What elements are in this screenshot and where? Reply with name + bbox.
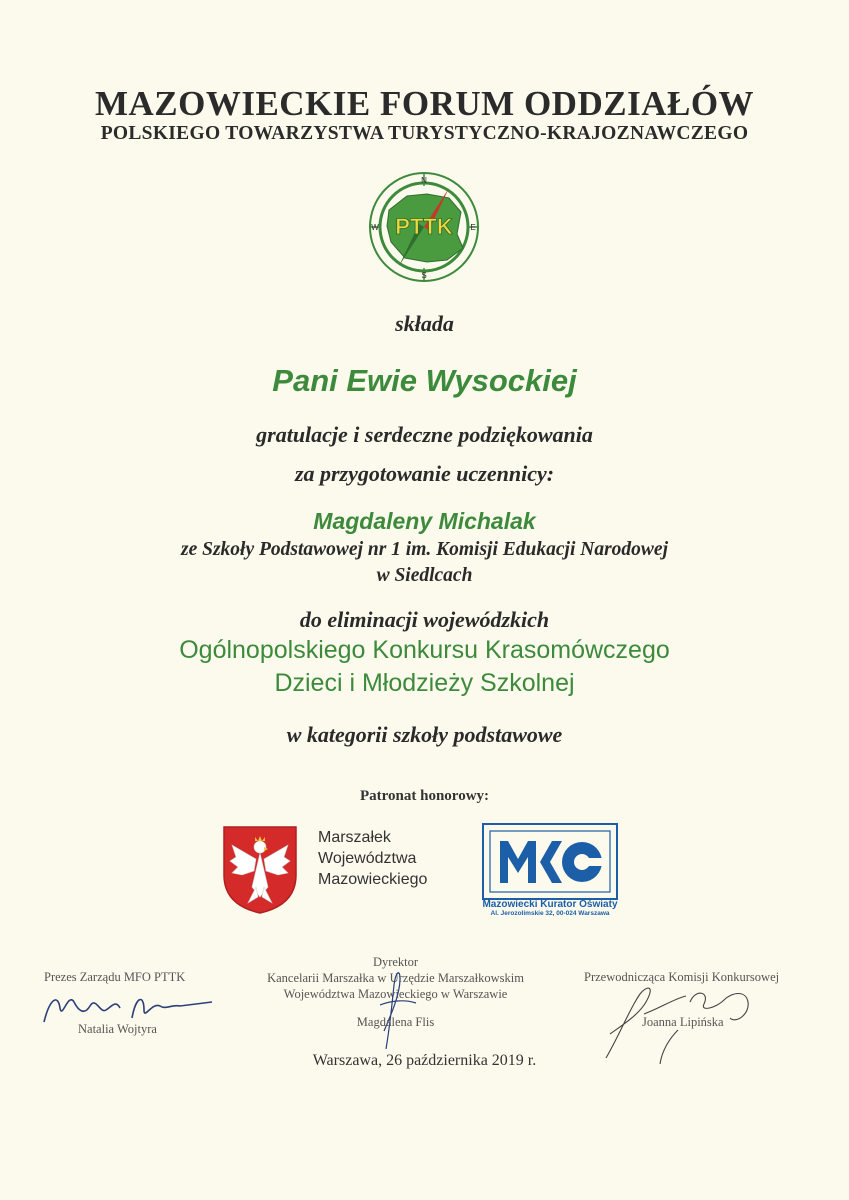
- svg-text:W: W: [371, 223, 379, 232]
- marshal-line-1: Marszałek: [318, 829, 391, 846]
- category-text: w kategorii szkoły podstawowe: [286, 722, 563, 747]
- middle-signatory-title: Dyrektor: [372, 955, 419, 969]
- marshal-title: [318, 827, 427, 890]
- thanks-line-2: za przygotowanie uczennicy:: [294, 461, 555, 486]
- contest-line-1: Ogólnopolskiego Konkursu Krasomówczego: [179, 636, 670, 664]
- middle-signatory-office-1: Kancelarii Marszałka w Urzędzie Marszałkowskim: [267, 971, 524, 985]
- contest-line-2: Dzieci i Młodzieży Szkolnej: [274, 669, 575, 697]
- school-line-2: w Siedlcach: [376, 565, 473, 586]
- marshal-line-2: Województwa: [318, 850, 417, 867]
- patronage-label: Patronat honorowy:: [359, 788, 490, 804]
- sklada-text: składa: [395, 311, 454, 336]
- thanks-line-1: gratulacje i serdeczne podziękowania: [256, 422, 593, 447]
- middle-signatory-name: Magdalena Flis: [356, 1015, 435, 1029]
- svg-text:E: E: [470, 223, 476, 232]
- student-name: Magdaleny Michalak: [313, 508, 536, 534]
- left-signatory-role: Prezes Zarządu MFO PTTK: [44, 970, 186, 984]
- right-signatory-role: Przewodnicząca Komisji Konkursowej: [584, 970, 780, 984]
- kurator-address: Al. Jerozolimskie 32, 00-024 Warszawa: [490, 910, 610, 917]
- kurator-name: Mazowiecki Kurator Oświaty: [482, 899, 618, 910]
- kurator-caption: [482, 899, 618, 917]
- mko-logo: [482, 823, 618, 900]
- right-signatory-name: Joanna Lipińska: [642, 1015, 724, 1029]
- middle-signature-scribble: [360, 965, 440, 1055]
- organization-title: MAZOWIECKIE FORUM ODDZIAŁÓW: [94, 84, 755, 123]
- organization-subtitle: POLSKIEGO TOWARZYSTWA TURYSTYCZNO-KRAJOZNAWCZEGO: [100, 123, 749, 144]
- svg-text:N: N: [421, 176, 427, 185]
- left-signatory-name: Natalia Wojtyra: [78, 1022, 157, 1036]
- marshal-line-3: Mazowieckiego: [318, 871, 428, 888]
- pttk-logo-text: PTTK: [395, 214, 453, 239]
- school-line-1: ze Szkoły Podstawowej nr 1 im. Komisji Edukacji Narodowej: [180, 539, 668, 560]
- place-and-date: Warszawa, 26 października 2019 r.: [312, 1052, 537, 1069]
- pttk-logo: [367, 170, 481, 284]
- mazovia-coat-of-arms-icon: [222, 825, 298, 915]
- svg-text:S: S: [421, 271, 427, 280]
- middle-signatory-office-2: Województwa Mazowieckiego w Warszawie: [283, 987, 508, 1001]
- elimination-text: do eliminacji wojewódzkich: [299, 607, 550, 632]
- recipient-name: Pani Ewie Wysockiej: [272, 363, 577, 398]
